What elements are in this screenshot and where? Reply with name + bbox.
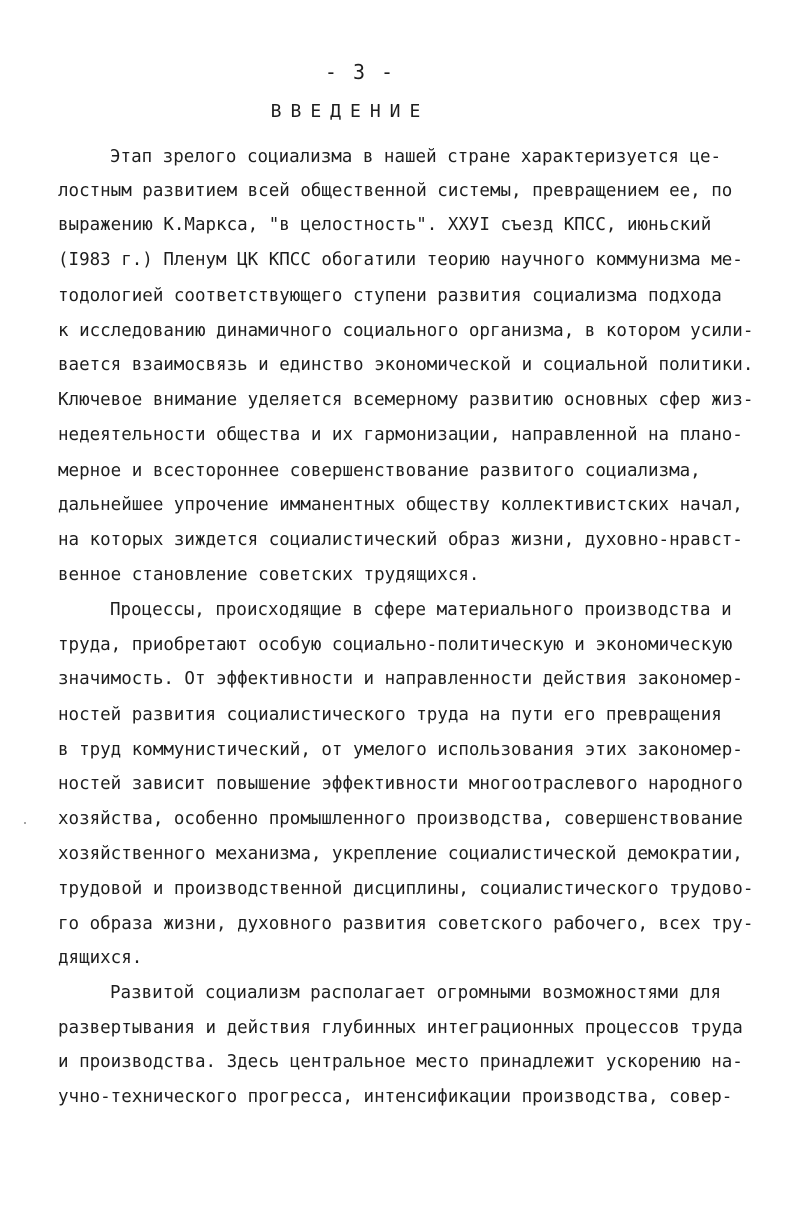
text-line: Ключевое внимание уделяется всемерному развитию основных сфер жиз-	[58, 390, 754, 410]
text-line: учно-технического прогресса, интенсификации производства, совер-	[58, 1087, 733, 1107]
text-line: на которых зиждется социалистический образ жизни, духовно-нравст-	[58, 530, 743, 550]
text-line: к исследованию динамичного социального организма, в котором усили-	[58, 321, 754, 341]
text-line: лостным развитием всей общественной системы, превращением ее, по	[58, 181, 733, 201]
text-line: труда, приобретают особую социально-политическую и экономическую	[58, 635, 733, 655]
text-line: и производства. Здесь центральное место принадлежит ускорению на-	[58, 1052, 743, 1072]
text-line: дящихся.	[58, 948, 143, 968]
text-line: го образа жизни, духовного развития советского рабочего, всех тру-	[58, 914, 754, 934]
text-line: ностей развития социалистического труда на пути его превращения	[58, 705, 722, 725]
text-line: (I983 г.) Пленум ЦК КПСС обогатили теорию научного коммунизма ме-	[58, 250, 743, 270]
text-line: значимость. От эффективности и направленности действия закономер-	[58, 669, 743, 689]
scan-speck	[24, 822, 26, 824]
text-line: трудовой и производственной дисциплины, социалистического трудово-	[58, 879, 754, 899]
text-line: хозяйства, особенно промышленного производства, совершенствование	[58, 809, 743, 829]
text-line: венное становление советских трудящихся.	[58, 565, 480, 585]
text-line: выражению К.Маркса, "в целостность". ХХУI съезд КПСС, июньский	[58, 215, 712, 235]
text-line: в труд коммунистический, от умелого использования этих закономер-	[58, 740, 743, 760]
text-line: Этап зрелого социализма в нашей стране характеризуется це-	[110, 147, 722, 167]
text-line: Развитой социализм располагает огромными возможностями для	[110, 983, 722, 1003]
text-line: Процессы, происходящие в сфере материального производства и	[110, 600, 732, 620]
text-line: тодологией соответствующего ступени развития социализма подхода	[58, 286, 722, 306]
section-heading: ВВЕДЕНИЕ	[270, 101, 430, 122]
text-line: развертывания и действия глубинных интеграционных процессов труда	[58, 1018, 743, 1038]
text-line: мерное и всестороннее совершенствование развитого социализма,	[58, 461, 701, 481]
text-line: хозяйственного механизма, укрепление социалистической демократии,	[58, 844, 743, 864]
text-line: вается взаимосвязь и единство экономической и социальной политики.	[58, 355, 754, 375]
text-line: ностей зависит повышение эффективности многоотраслевого народного	[58, 774, 743, 794]
text-line: недеятельности общества и их гармонизации, направленной на плано-	[58, 425, 743, 445]
text-line: дальнейшее упрочение имманентных обществу коллективистских начал,	[58, 495, 743, 515]
page-number: - 3 -	[324, 60, 396, 84]
